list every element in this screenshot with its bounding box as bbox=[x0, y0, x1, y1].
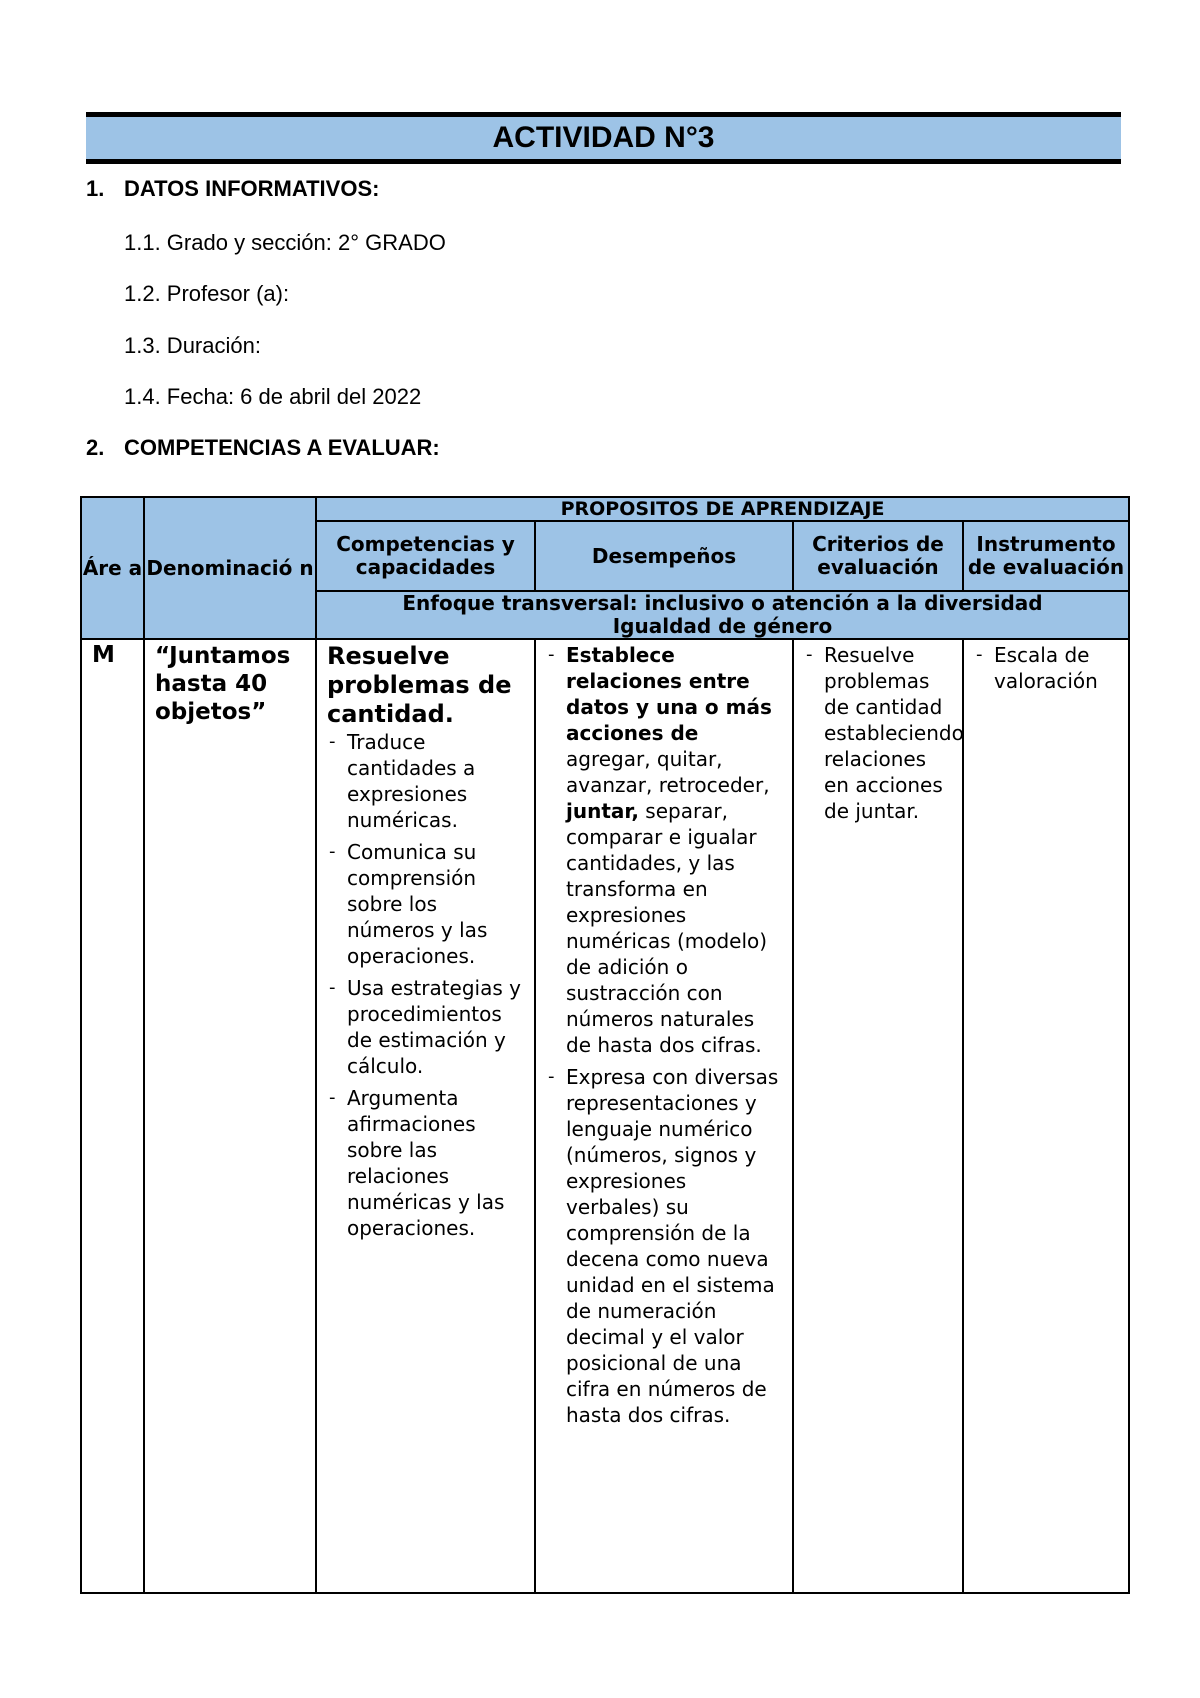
enfoque-line2: Igualdad de género bbox=[612, 614, 833, 638]
activity-title-text: ACTIVIDAD N°3 bbox=[492, 121, 715, 154]
info-grado: 1.1. Grado y sección: 2° GRADO bbox=[124, 230, 446, 255]
info-duracion: 1.3. Duración: bbox=[124, 333, 261, 358]
section-number: 2. bbox=[86, 435, 105, 460]
instrumento-list bbox=[974, 642, 1120, 694]
enfoque-transversal bbox=[316, 591, 1129, 639]
list-item: - Comunica su comprensión sobre los números y las operaciones. bbox=[327, 839, 526, 969]
list-item: - Expresa con diversas representaciones y lenguaje numérico (números, signos y expresiones verbales) su comprensión de la decena como nueva unidad en el sistema de numeración decimal y el valor posicional de una cifra en números de hasta dos cifras. bbox=[546, 1064, 784, 1428]
capacidades-list bbox=[327, 729, 526, 1241]
list-item: - Escala de valoración bbox=[974, 642, 1120, 694]
competencia-title: Resuelve problemas de cantidad. bbox=[327, 642, 512, 728]
enfoque-line1: Enfoque transversal: inclusivo o atención a la diversidad bbox=[402, 591, 1043, 615]
header-competencias: Competencias y capacidades bbox=[316, 521, 535, 591]
criterios-list bbox=[804, 642, 964, 824]
activity-title bbox=[86, 112, 1121, 164]
cell-denominacion: “Juntamos hasta 40 objetos” bbox=[144, 639, 316, 1593]
cell-competencias bbox=[316, 639, 535, 1593]
header-desempenos: Desempeños bbox=[535, 521, 793, 591]
info-profesor: 1.2. Profesor (a): bbox=[124, 281, 290, 306]
section-title: DATOS INFORMATIVOS: bbox=[124, 176, 380, 201]
cell-instrumento bbox=[963, 639, 1129, 1593]
list-item: - Argumenta afirmaciones sobre las relaciones numéricas y las operaciones. bbox=[327, 1085, 526, 1241]
competencias-table bbox=[80, 496, 1130, 1594]
header-propositos: PROPOSITOS DE APRENDIZAJE bbox=[316, 497, 1129, 521]
header-area: Áre a bbox=[81, 497, 144, 639]
section-heading-datos bbox=[86, 176, 379, 202]
list-item: - Usa estrategias y procedimientos de estimación y cálculo. bbox=[327, 975, 526, 1079]
section-number: 1. bbox=[86, 176, 105, 201]
list-item: - Resuelve problemas de cantidad estableciendo relaciones en acciones de juntar. bbox=[804, 642, 954, 824]
cell-area: M bbox=[81, 639, 144, 1593]
section-heading-competencias bbox=[86, 435, 440, 461]
header-criterios: Criterios de evaluación bbox=[793, 521, 963, 591]
section-title: COMPETENCIAS A EVALUAR: bbox=[124, 435, 440, 460]
header-denominacion: Denominació n bbox=[144, 497, 316, 639]
header-instrumento: Instrumento de evaluación bbox=[963, 521, 1129, 591]
desempenos-list bbox=[546, 642, 784, 1428]
info-fecha: 1.4. Fecha: 6 de abril del 2022 bbox=[124, 384, 422, 409]
cell-desempenos bbox=[535, 639, 793, 1593]
cell-criterios bbox=[793, 639, 963, 1593]
list-item: - Establece relaciones entre datos y una o más acciones de agregar, quitar, avanzar, retroceder, juntar, separar, comparar e igualar cantidades, y las transforma en expresiones numéricas (modelo) de adición o sustracción con números naturales de hasta dos cifras. bbox=[546, 642, 784, 1058]
list-item: - Traduce cantidades a expresiones numéricas. bbox=[327, 729, 526, 833]
